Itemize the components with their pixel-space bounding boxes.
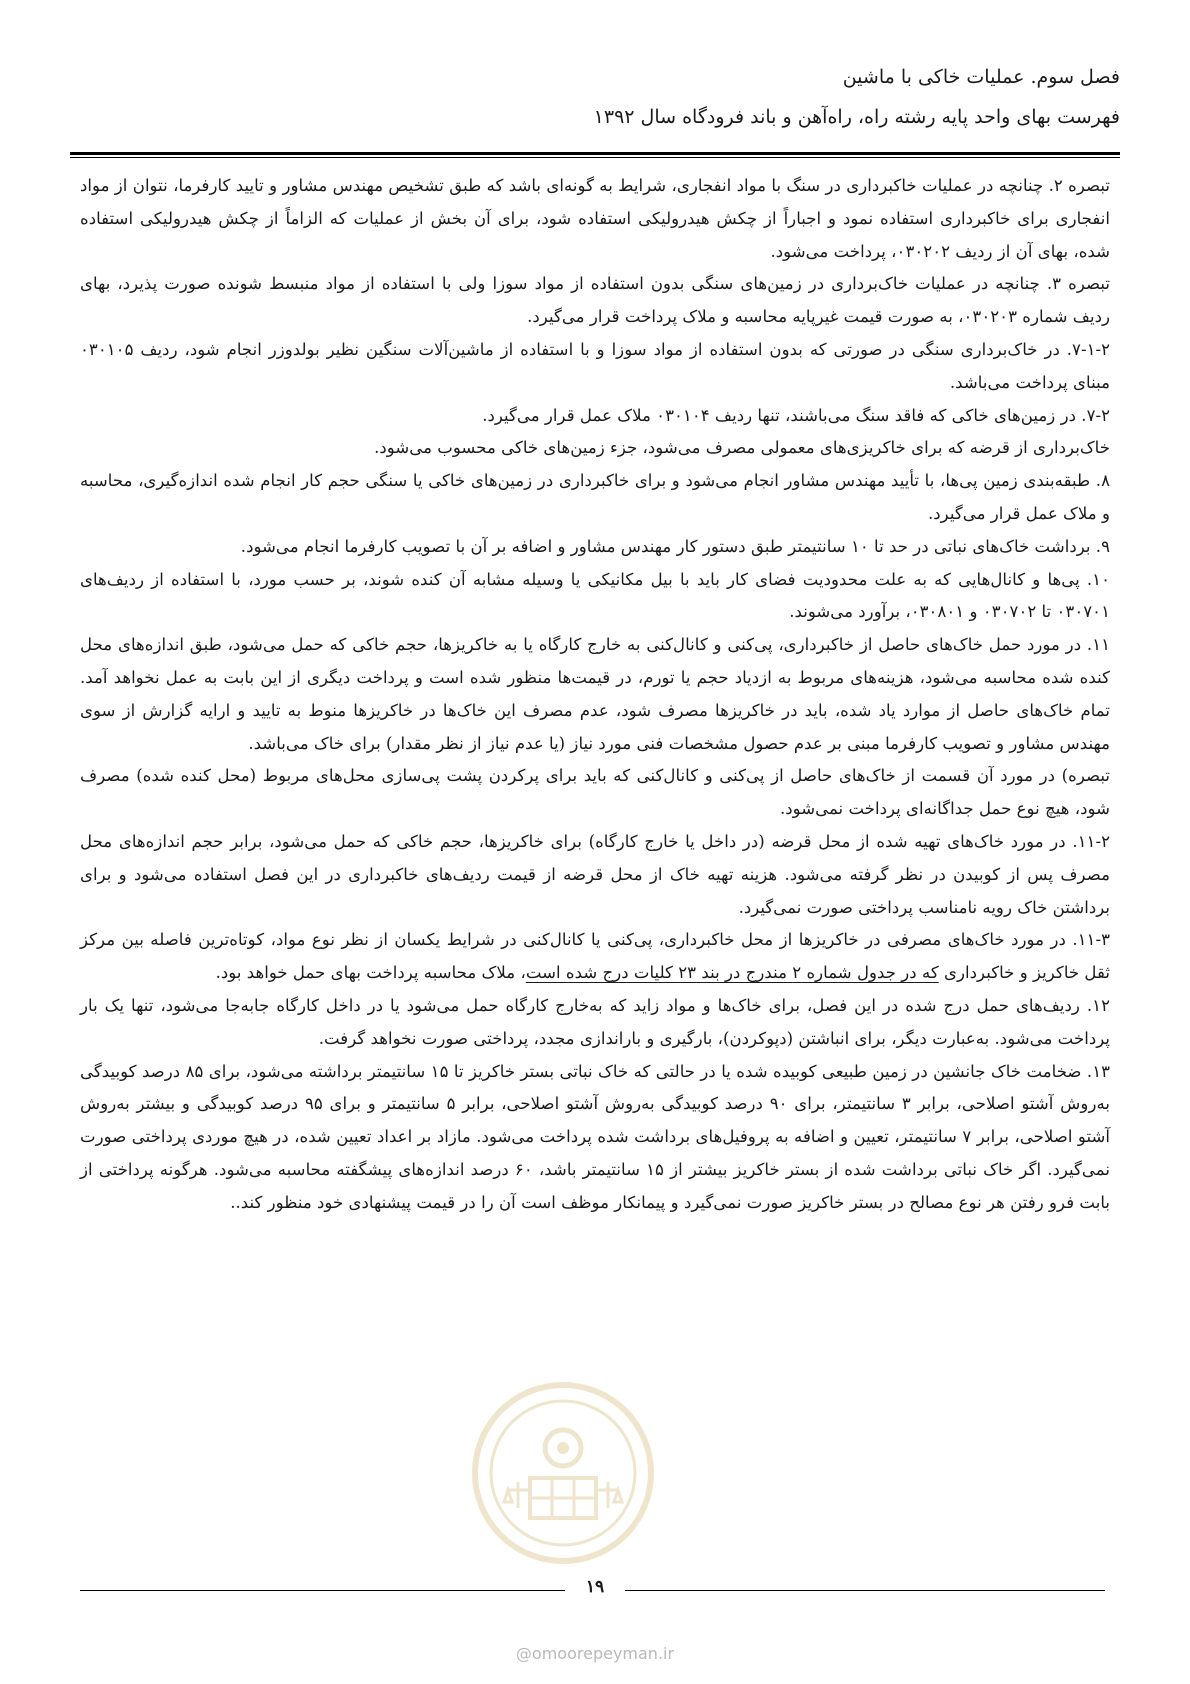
paragraph-11-2: ۱۱-۲. در مورد خاک‌های تهیه شده از محل قرضه (در داخل یا خارج کارگاه) برای خاکریزها، حجم خاکی که حمل می‌شود، برابر حجم اندازه‌های محل مصرف پس از کوبیدن در نظر گرفته می‌شود. هزینه تهیه خاک از محل قرضه از قیمت ردیف‌های خاکبرداری در این فصل استفاده می‌شود و برای برداشتن خاک رویه نامناسب پرداختی صورت نمی‌گیرد. bbox=[80, 831, 1110, 917]
underlined-reference: که در جدول شماره ۲ مندرج در بند ۲۳ کلیات درج شده است bbox=[525, 963, 939, 983]
paragraph-8: ۸. طبقه‌بندی زمین پی‌ها، با تأیید مهندس مشاور انجام می‌شود و برای خاکبرداری در زمین‌های خاکی یا سنگی حجم کار انجام شده اندازه‌گیری، محاسبه و ملاک عمل قرار می‌گیرد. bbox=[80, 471, 1110, 523]
paragraph-9: ۹. برداشت خاک‌های نباتی در حد تا ۱۰ سانتیمتر طبق دستور کار مهندس مشاور و اضافه بر آن با تصویب کارفرما انجام می‌شود. bbox=[240, 536, 1110, 556]
paragraph-note-3: تبصره ۳. چنانچه در عملیات خاک‌برداری در زمین‌های سنگی بدون استفاده از مواد سوزا ولی با استفاده از مواد منبسط شونده صورت پذیرد، بهای ردیف شماره ۰۳۰۲۰۳، به صورت قیمت غیرپایه محاسبه و ملاک پرداخت قرار می‌گیرد. bbox=[80, 274, 1110, 327]
paragraph-7-1-2: ۷-۱-۲. در خاک‌برداری سنگی در صورتی که بدون استفاده از مواد سوزا و با استفاده از ماشین‌آلات سنگین نظیر بولدوزر انجام شود، ردیف ۰۳۰۱۰۵ مبنای پرداخت می‌باشد. bbox=[80, 339, 1110, 392]
paragraph-12: ۱۲. ردیف‌های حمل درج شده در این فصل، برای خاک‌ها و مواد زاید که به‌خارج کارگاه حمل می‌شود یا در داخل کارگاه جابه‌جا می‌شود، تنها یک بار پرداخت می‌شود. به‌عبارت دیگر، برای انباشتن (دپوکردن)، بارگیری و باراندازی مجدد، پرداختی صورت نخواهد گرفت. bbox=[80, 995, 1110, 1048]
website-watermark: @omoorepeyman.ir bbox=[515, 1644, 675, 1663]
header-rule-thick bbox=[70, 152, 1120, 155]
paragraph-11-note: تبصره) در مورد آن قسمت از خاک‌های حاصل از پی‌کنی و کانال‌کنی که باید برای پرکردن پشت پی‌سازی محل‌های مربوط (محل کنده شده) مصرف شود، هیچ نوع حمل جداگانه‌ای پرداخت نمی‌شود. bbox=[80, 766, 1110, 819]
page-header bbox=[70, 60, 1120, 134]
chapter-title: فصل سوم. عملیات خاکی با ماشین bbox=[842, 66, 1120, 88]
book-title: فهرست بهای واحد پایه رشته راه، راه‌آهن و باند فرودگاه سال ۱۳۹۲ bbox=[593, 106, 1120, 128]
header-rule-thin bbox=[70, 157, 1120, 158]
paragraph-7-2: ۷-۲. در زمین‌های خاکی که فاقد سنگ می‌باشند، تنها ردیف ۰۳۰۱۰۴ ملاک عمل قرار می‌گیرد. bbox=[482, 405, 1110, 425]
paragraph-10: ۱۰. پی‌ها و کانال‌هایی که به علت محدودیت فضای کار باید با بیل مکانیکی یا وسیله مشابه آن کنده شوند، بر حسب مورد، با استفاده از ردیف‌های ۰۳۰۷۰۱ تا ۰۳۰۷۰۲ و ۰۳۰۸۰۱، برآورد می‌شوند. bbox=[80, 569, 1110, 622]
paragraph-13: ۱۳. ضخامت خاک جانشین در زمین طبیعی کوبیده شده یا در حالتی که خاک نباتی بستر خاکریز تا ۱۵ سانتیمتر برداشته می‌شود، برای ۸۵ درصد کوبیدگی به‌روش آشتو اصلاحی، برابر ۳ سانتیمتر، برای ۹۰ درصد کوبیدگی به‌روش آشتو اصلاحی، برابر ۵ سانتیمتر و برای ۹۵ درصد کوبیدگی و بیشتر به‌روش آشتو اصلاحی، برابر ۷ سانتیمتر، تعیین و اضافه به پروفیل‌های برداشت شده پرداخت می‌شود. مازاد بر اعداد تعیین شده، در هیچ موردی پرداختی صورت نمی‌گیرد. اگر خاک نباتی برداشت شده از بستر خاکریز بیشتر از ۱۵ سانتیمتر باشد، ۶۰ درصد اندازه‌های پیشگفته محاسبه می‌شود. هرگونه پرداختی از بابت فرو رفتن هر نوع مصالح در بستر خاکریز صورت نمی‌گیرد و پیمانکار موظف است آن را در قیمت پیشنهادی خود منظور کند.. bbox=[80, 1061, 1111, 1212]
paragraph-11: ۱۱. در مورد حمل خاک‌های حاصل از خاکبرداری، پی‌کنی و کانال‌کنی به خارج کارگاه یا به خاکریزها، حجم خاکی که حمل می‌شود، طبق اندازه‌های محل کنده شده محاسبه می‌شود، هزینه‌های مربوط به ازدیاد حجم یا تورم، در قیمت‌ها منظور شده است و پرداخت دیگری از این بابت به عمل نخواهد آمد. تمام خاک‌های حاصل از موارد یاد شده، باید در خاکریزها مصرف شود، عدم مصرف این خاک‌ها در خاکریزها منوط به تایید و ارایه گزارش از سوی مهندس مشاور و تصویب کارفرما مبنی بر عدم حصول مشخصات فنی مورد نیاز (یا عدم نیاز از نظر مقدار) برای خاک می‌باشد. bbox=[80, 635, 1110, 753]
paragraph-11-3-end: ، ملاک محاسبه پرداخت بهای حمل خواهد بود. bbox=[215, 963, 526, 983]
document-body bbox=[80, 170, 1110, 1220]
paragraph-note-2: تبصره ۲. چنانچه در عملیات خاکبرداری در سنگ با مواد انفجاری، شرایط به گونه‌ای باشد که طبق تشخیص مهندس مشاور و تایید کارفرما، نتوان از مواد انفجاری برای خاکبرداری استفاده نمود و اجباراً از چکش هیدرولیکی استفاده شود، برای آن بخش از عملیات که الزاماً از چکش هیدرولیکی استفاده شده، بهای آن از ردیف ۰۳۰۲۰۲، پرداخت می‌شود. bbox=[80, 176, 1110, 261]
watermark-seal-icon bbox=[468, 1378, 658, 1568]
paragraph-borrow: خاک‌برداری از قرضه که برای خاکریزی‌های معمولی مصرف می‌شود، جزء زمین‌های خاکی محسوب می‌شود. bbox=[374, 438, 1110, 458]
page-number: ۱۹ bbox=[585, 1577, 605, 1597]
footer-rule-right bbox=[625, 1590, 1105, 1591]
paragraph-11-3 bbox=[80, 924, 1110, 990]
footer-rule-left bbox=[80, 1590, 565, 1591]
paragraph-11-3-start: ۱۱-۳. در مورد خاک‌های مصرفی در خاکریزها از محل خاکبرداری، پی‌کنی یا کانال‌کنی در شرایط یکسان از نظر نوع مواد، کوتاه‌ترین فاصله بین مرکز ثقل خاکریز و خاکبرداری bbox=[80, 930, 1110, 983]
